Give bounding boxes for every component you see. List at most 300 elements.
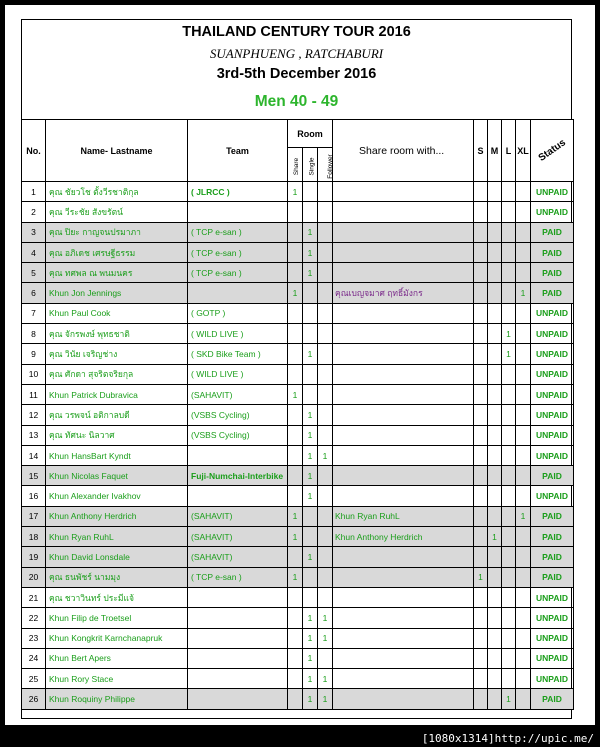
cell-no: 26 <box>22 689 46 709</box>
cell-single <box>303 202 318 222</box>
cell-size-xl <box>516 608 531 628</box>
cell-size-s <box>474 669 488 689</box>
cell-size-xl <box>516 445 531 465</box>
cell-share-with <box>333 648 474 668</box>
table-row <box>22 242 574 262</box>
table-row <box>22 689 574 709</box>
cell-team: Fuji-Numchai-Interbike <box>188 466 288 486</box>
cell-size-m <box>488 324 502 344</box>
cell-name: คุณ วินัย เจริญช่าง <box>46 344 188 364</box>
cell-size-l <box>502 263 516 283</box>
cell-single <box>303 303 318 323</box>
cell-no: 2 <box>22 202 46 222</box>
cell-no: 21 <box>22 587 46 607</box>
cell-size-l <box>502 405 516 425</box>
cell-size-m <box>488 425 502 445</box>
cell-size-xl <box>516 182 531 202</box>
cell-size-m <box>488 202 502 222</box>
cell-share-with <box>333 303 474 323</box>
cell-no: 11 <box>22 384 46 404</box>
cell-share <box>288 587 303 607</box>
cell-no: 6 <box>22 283 46 303</box>
cell-no: 18 <box>22 527 46 547</box>
cell-share <box>288 202 303 222</box>
cell-size-s <box>474 263 488 283</box>
cell-size-s <box>474 242 488 262</box>
cell-name: Khun HansBart Kyndt <box>46 445 188 465</box>
cell-share: 1 <box>288 527 303 547</box>
cell-size-xl <box>516 587 531 607</box>
cell-status: UNPAID <box>531 182 574 202</box>
cell-single: 1 <box>303 425 318 445</box>
table-row <box>22 263 574 283</box>
cell-follower: 1 <box>318 669 333 689</box>
cell-size-m <box>488 567 502 587</box>
cell-size-s <box>474 324 488 344</box>
cell-single: 1 <box>303 628 318 648</box>
cell-single: 1 <box>303 445 318 465</box>
cell-name: คุณ ธนพัชร์ นามมุง <box>46 567 188 587</box>
cell-size-m <box>488 587 502 607</box>
cell-team <box>188 445 288 465</box>
cell-team: ( TCP e-san ) <box>188 242 288 262</box>
cell-size-s <box>474 344 488 364</box>
col-share-with: Share room with... <box>333 120 474 182</box>
cell-size-l <box>502 202 516 222</box>
cell-team: ( TCP e-san ) <box>188 263 288 283</box>
cell-follower <box>318 182 333 202</box>
cell-size-m <box>488 283 502 303</box>
cell-name: Khun Ryan RuhL <box>46 527 188 547</box>
cell-size-l <box>502 303 516 323</box>
cell-single <box>303 324 318 344</box>
cell-size-s <box>474 648 488 668</box>
cell-follower <box>318 222 333 242</box>
cell-size-s <box>474 587 488 607</box>
cell-size-m <box>488 384 502 404</box>
cell-size-l <box>502 527 516 547</box>
cell-no: 19 <box>22 547 46 567</box>
table-row <box>22 303 574 323</box>
table-row <box>22 608 574 628</box>
cell-team: (SAHAVIT) <box>188 527 288 547</box>
cell-share-with <box>333 425 474 445</box>
cell-size-m <box>488 242 502 262</box>
col-status-cell <box>531 120 574 182</box>
cell-size-s <box>474 608 488 628</box>
cell-size-l <box>502 567 516 587</box>
cell-single: 1 <box>303 344 318 364</box>
cell-share <box>288 222 303 242</box>
cell-size-m <box>488 608 502 628</box>
cell-size-xl <box>516 628 531 648</box>
cell-size-m <box>488 263 502 283</box>
cell-follower <box>318 384 333 404</box>
table-row <box>22 364 574 384</box>
cell-name: คุณ อภิเดช เศรษฐีธรรม <box>46 242 188 262</box>
cell-no: 10 <box>22 364 46 384</box>
cell-team: ( GOTP ) <box>188 303 288 323</box>
cell-single <box>303 567 318 587</box>
cell-share-with <box>333 669 474 689</box>
table-row <box>22 445 574 465</box>
cell-team: ( TCP e-san ) <box>188 567 288 587</box>
cell-size-m <box>488 405 502 425</box>
table-row <box>22 587 574 607</box>
cell-size-m <box>488 506 502 526</box>
cell-share-with <box>333 466 474 486</box>
cell-size-s: 1 <box>474 567 488 587</box>
cell-share <box>288 486 303 506</box>
cell-status: UNPAID <box>531 303 574 323</box>
cell-size-xl: 1 <box>516 506 531 526</box>
table-row <box>22 628 574 648</box>
cell-no: 8 <box>22 324 46 344</box>
cell-name: Khun Roquiny Philippe <box>46 689 188 709</box>
cell-single <box>303 527 318 547</box>
cell-team <box>188 283 288 303</box>
table-row <box>22 344 574 364</box>
cell-single: 1 <box>303 222 318 242</box>
cell-name: คุณ วรพจน์ อติกาลบดี <box>46 405 188 425</box>
table-row <box>22 384 574 404</box>
cell-size-m <box>488 466 502 486</box>
cell-size-xl <box>516 344 531 364</box>
cell-share-with <box>333 222 474 242</box>
cell-name: Khun David Lonsdale <box>46 547 188 567</box>
cell-team <box>188 689 288 709</box>
cell-size-s <box>474 689 488 709</box>
cell-no: 25 <box>22 669 46 689</box>
cell-size-s <box>474 182 488 202</box>
cell-size-m <box>488 344 502 364</box>
cell-share <box>288 466 303 486</box>
cell-status: UNPAID <box>531 384 574 404</box>
cell-name: Khun Rory Stace <box>46 669 188 689</box>
cell-status: PAID <box>531 222 574 242</box>
document-sheet <box>5 5 595 725</box>
cell-size-xl <box>516 669 531 689</box>
cell-name: คุณ ทศพล ณ พนมนคร <box>46 263 188 283</box>
cell-share-with: Khun Ryan RuhL <box>333 506 474 526</box>
table-row <box>22 547 574 567</box>
cell-follower <box>318 567 333 587</box>
col-status: Status <box>536 137 568 164</box>
cell-size-s <box>474 506 488 526</box>
cell-status: UNPAID <box>531 608 574 628</box>
col-name: Name- Lastname <box>46 120 188 182</box>
cell-share <box>288 263 303 283</box>
cell-team <box>188 628 288 648</box>
cell-name: คุณ ชัยวโช ตั้งวีรชาติกุล <box>46 182 188 202</box>
cell-status: UNPAID <box>531 669 574 689</box>
cell-share <box>288 689 303 709</box>
cell-no: 24 <box>22 648 46 668</box>
col-follower: Follower <box>326 153 334 179</box>
cell-share <box>288 648 303 668</box>
cell-follower <box>318 527 333 547</box>
cell-team: (VSBS Cycling) <box>188 425 288 445</box>
cell-no: 23 <box>22 628 46 648</box>
cell-name: คุณ วีระชัย สังขรัตน์ <box>46 202 188 222</box>
cell-size-xl <box>516 202 531 222</box>
cell-size-m <box>488 364 502 384</box>
cell-team: ( JLRCC ) <box>188 182 288 202</box>
cell-status: UNPAID <box>531 344 574 364</box>
cell-status: UNPAID <box>531 425 574 445</box>
table-row <box>22 527 574 547</box>
cell-single <box>303 587 318 607</box>
cell-share-with <box>333 486 474 506</box>
cell-no: 20 <box>22 567 46 587</box>
cell-name: คุณ ปิยะ กาญจนปรมาภา <box>46 222 188 242</box>
cell-share-with <box>333 445 474 465</box>
cell-name: Khun Alexander Ivakhov <box>46 486 188 506</box>
cell-size-l <box>502 506 516 526</box>
cell-single <box>303 384 318 404</box>
cell-size-l: 1 <box>502 344 516 364</box>
table-row <box>22 405 574 425</box>
title-block <box>22 20 571 120</box>
cell-team <box>188 587 288 607</box>
cell-size-xl <box>516 263 531 283</box>
cell-size-m <box>488 486 502 506</box>
cell-team: ( TCP e-san ) <box>188 222 288 242</box>
cell-follower <box>318 344 333 364</box>
cell-name: Khun Jon Jennings <box>46 283 188 303</box>
cell-share-with <box>333 608 474 628</box>
cell-single: 1 <box>303 242 318 262</box>
cell-share-with <box>333 182 474 202</box>
cell-name: Khun Patrick Dubravica <box>46 384 188 404</box>
cell-share <box>288 628 303 648</box>
cell-single: 1 <box>303 648 318 668</box>
cell-team <box>188 486 288 506</box>
cell-size-m <box>488 689 502 709</box>
cell-size-xl <box>516 364 531 384</box>
header-row-1 <box>22 120 574 148</box>
table-row <box>22 486 574 506</box>
cell-status: PAID <box>531 242 574 262</box>
cell-size-s <box>474 384 488 404</box>
cell-share-with <box>333 628 474 648</box>
cell-share: 1 <box>288 182 303 202</box>
cell-size-m <box>488 303 502 323</box>
cell-name: คุณ ชวาวินทร์ ประมีแจ้ <box>46 587 188 607</box>
cell-share <box>288 324 303 344</box>
cell-no: 22 <box>22 608 46 628</box>
cell-size-l <box>502 384 516 404</box>
cell-size-s <box>474 445 488 465</box>
cell-size-l <box>502 648 516 668</box>
cell-follower: 1 <box>318 689 333 709</box>
table-row <box>22 324 574 344</box>
cell-follower <box>318 425 333 445</box>
cell-size-s <box>474 425 488 445</box>
cell-size-l <box>502 466 516 486</box>
cell-size-xl <box>516 324 531 344</box>
cell-size-m <box>488 445 502 465</box>
col-no: No. <box>22 120 46 182</box>
cell-share <box>288 364 303 384</box>
cell-size-s <box>474 283 488 303</box>
col-size-s: S <box>474 120 488 182</box>
cell-share-with <box>333 263 474 283</box>
cell-share: 1 <box>288 567 303 587</box>
cell-share <box>288 608 303 628</box>
cell-follower <box>318 587 333 607</box>
cell-size-s <box>474 486 488 506</box>
cell-status: PAID <box>531 689 574 709</box>
cell-size-s <box>474 628 488 648</box>
cell-follower <box>318 324 333 344</box>
cell-follower: 1 <box>318 608 333 628</box>
cell-name: คุณ ทัศนะ นิลวาศ <box>46 425 188 445</box>
cell-share-with <box>333 344 474 364</box>
cell-size-xl <box>516 303 531 323</box>
image-caption: [1080x1314]http://upic.me/ <box>421 732 594 745</box>
event-title: THAILAND CENTURY TOUR 2016 <box>182 24 411 40</box>
cell-team <box>188 202 288 222</box>
cell-share: 1 <box>288 384 303 404</box>
cell-size-s <box>474 303 488 323</box>
cell-share: 1 <box>288 283 303 303</box>
cell-team: ( WILD LIVE ) <box>188 324 288 344</box>
cell-status: UNPAID <box>531 648 574 668</box>
cell-size-xl <box>516 405 531 425</box>
col-follower-cell <box>318 148 333 182</box>
cell-no: 13 <box>22 425 46 445</box>
cell-share <box>288 547 303 567</box>
cell-size-xl <box>516 242 531 262</box>
cell-single: 1 <box>303 263 318 283</box>
cell-no: 15 <box>22 466 46 486</box>
table-row <box>22 466 574 486</box>
cell-size-l <box>502 445 516 465</box>
cell-size-xl <box>516 527 531 547</box>
cell-size-l <box>502 608 516 628</box>
cell-share-with <box>333 587 474 607</box>
cell-size-l <box>502 364 516 384</box>
cell-size-xl <box>516 486 531 506</box>
cell-team: ( SKD Bike Team ) <box>188 344 288 364</box>
cell-share-with <box>333 405 474 425</box>
cell-name: Khun Anthony Herdrich <box>46 506 188 526</box>
cell-no: 1 <box>22 182 46 202</box>
cell-status: UNPAID <box>531 587 574 607</box>
cell-follower <box>318 547 333 567</box>
cell-no: 12 <box>22 405 46 425</box>
cell-status: PAID <box>531 283 574 303</box>
cell-team <box>188 648 288 668</box>
cell-status: UNPAID <box>531 202 574 222</box>
cell-team: (SAHAVIT) <box>188 547 288 567</box>
cell-follower <box>318 242 333 262</box>
cell-single: 1 <box>303 486 318 506</box>
cell-single <box>303 283 318 303</box>
table-row <box>22 283 574 303</box>
cell-name: Khun Kongkrit Karnchanapruk <box>46 628 188 648</box>
cell-size-l <box>502 182 516 202</box>
cell-size-l <box>502 486 516 506</box>
cell-share <box>288 405 303 425</box>
cell-size-l: 1 <box>502 689 516 709</box>
col-share-cell <box>288 148 303 182</box>
table-row <box>22 669 574 689</box>
cell-status: PAID <box>531 547 574 567</box>
col-size-l: L <box>502 120 516 182</box>
cell-name: Khun Bert Apers <box>46 648 188 668</box>
cell-size-m: 1 <box>488 527 502 547</box>
category-title: Men 40 - 49 <box>254 93 339 110</box>
cell-size-l <box>502 242 516 262</box>
cell-single: 1 <box>303 547 318 567</box>
cell-single: 1 <box>303 689 318 709</box>
table-row <box>22 506 574 526</box>
cell-size-xl <box>516 648 531 668</box>
cell-status: UNPAID <box>531 445 574 465</box>
cell-single <box>303 506 318 526</box>
cell-follower <box>318 466 333 486</box>
cell-share-with <box>333 384 474 404</box>
cell-share-with: Khun Anthony Herdrich <box>333 527 474 547</box>
cell-single: 1 <box>303 669 318 689</box>
cell-share-with <box>333 202 474 222</box>
table-body <box>22 182 574 710</box>
cell-size-m <box>488 547 502 567</box>
cell-size-xl <box>516 222 531 242</box>
table-row <box>22 567 574 587</box>
col-room: Room <box>288 120 333 148</box>
cell-size-s <box>474 202 488 222</box>
cell-status: UNPAID <box>531 364 574 384</box>
cell-size-xl <box>516 567 531 587</box>
cell-team <box>188 608 288 628</box>
col-share: Share <box>293 157 301 175</box>
cell-single: 1 <box>303 608 318 628</box>
cell-follower <box>318 486 333 506</box>
cell-share-with: คุณเบญจมาศ ฤทธิ์มังกร <box>333 283 474 303</box>
cell-no: 4 <box>22 242 46 262</box>
cell-name: คุณ จักรพงษ์ พุทธชาติ <box>46 324 188 344</box>
cell-name: Khun Nicolas Faquet <box>46 466 188 486</box>
cell-share-with <box>333 364 474 384</box>
event-dates: 3rd-5th December 2016 <box>216 66 377 82</box>
cell-size-m <box>488 222 502 242</box>
cell-share <box>288 303 303 323</box>
cell-share-with <box>333 547 474 567</box>
cell-status: PAID <box>531 567 574 587</box>
cell-share-with <box>333 324 474 344</box>
cell-no: 5 <box>22 263 46 283</box>
cell-single <box>303 364 318 384</box>
cell-size-l <box>502 669 516 689</box>
cell-follower: 1 <box>318 445 333 465</box>
cell-follower <box>318 303 333 323</box>
cell-status: PAID <box>531 263 574 283</box>
cell-size-l <box>502 547 516 567</box>
table-frame <box>21 19 572 719</box>
cell-size-l <box>502 587 516 607</box>
cell-size-s <box>474 527 488 547</box>
table-row <box>22 182 574 202</box>
cell-follower <box>318 364 333 384</box>
cell-name: Khun Filip de Troetsel <box>46 608 188 628</box>
cell-size-m <box>488 628 502 648</box>
cell-follower <box>318 202 333 222</box>
cell-size-s <box>474 222 488 242</box>
col-single-cell <box>303 148 318 182</box>
